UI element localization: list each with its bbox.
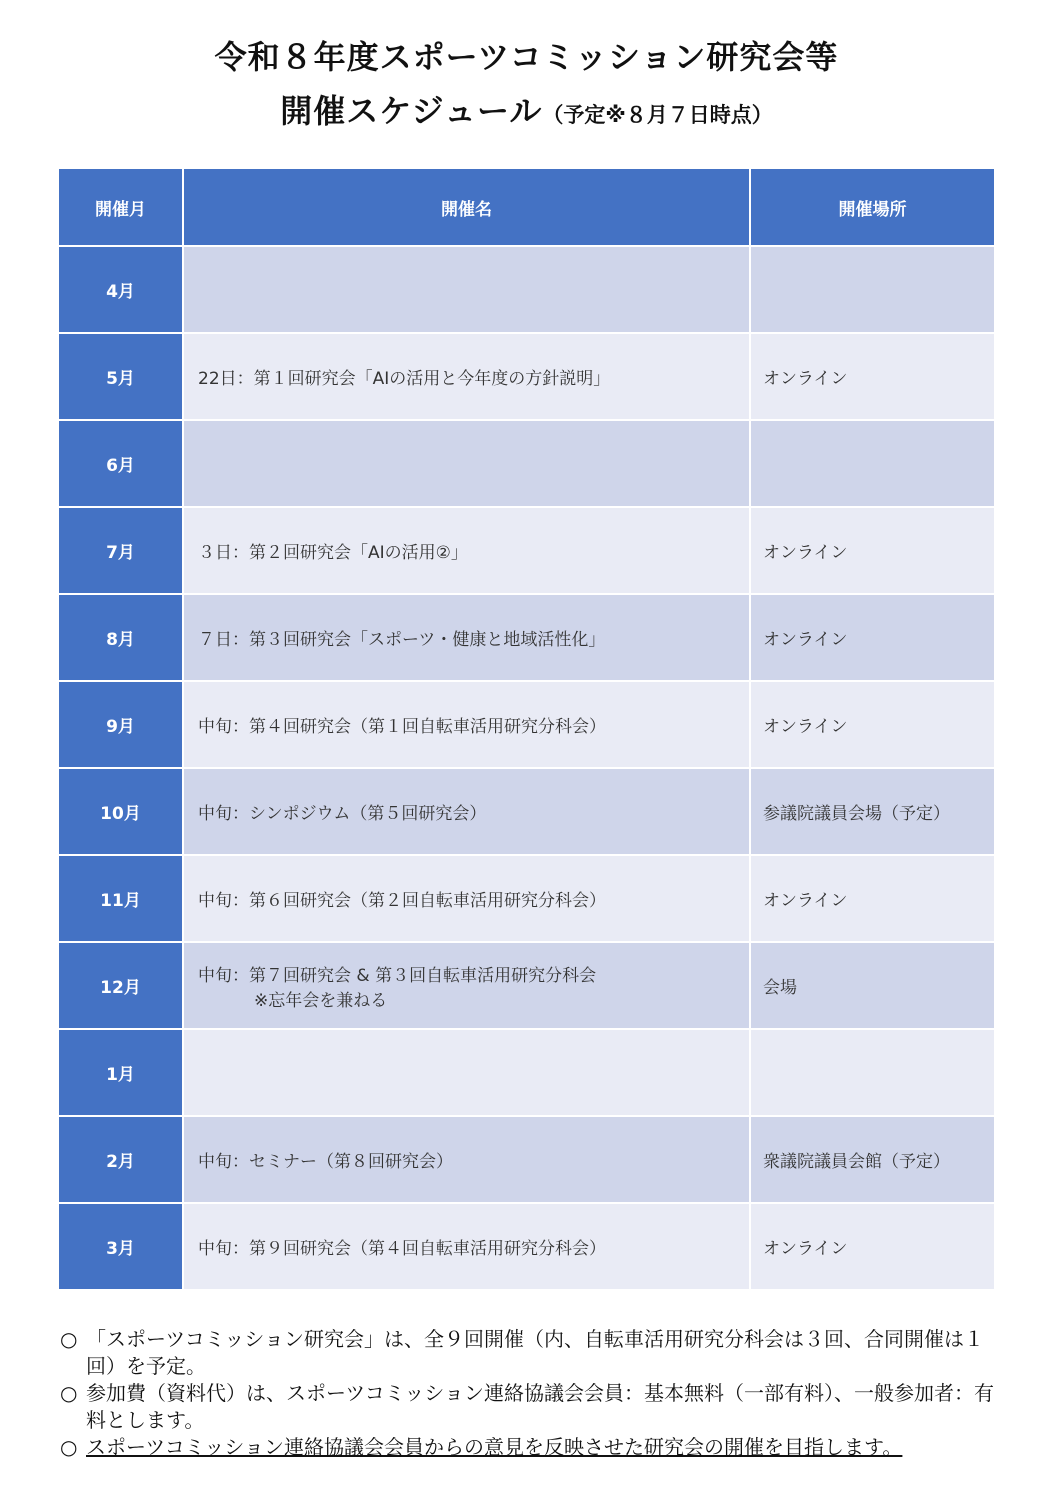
note-text: 「スポーツコミッション研究会」は、全９回開催（内、自転車活用研究分科会は３回、合同開催は１回）を予定。 xyxy=(86,1327,984,1378)
month-cell: 3月 xyxy=(58,1203,183,1290)
event-text: 中旬：第４回研究会（第１回自転車活用研究分科会） xyxy=(198,717,606,737)
venue-cell: 参議院議員会場（予定） xyxy=(750,768,995,855)
event-cell xyxy=(183,681,750,768)
venue-cell: オンライン xyxy=(750,681,995,768)
note-item xyxy=(60,1326,995,1380)
month-cell: 9月 xyxy=(58,681,183,768)
circle-bullet-icon: ○ xyxy=(60,1381,78,1405)
event-cell xyxy=(183,1203,750,1290)
venue-cell: オンライン xyxy=(750,1203,995,1290)
note-item xyxy=(60,1380,995,1434)
table-row xyxy=(58,594,995,681)
circle-bullet-icon: ○ xyxy=(60,1435,78,1459)
event-text: ７日：第３回研究会「スポーツ・健康と地域活性化」 xyxy=(198,630,606,650)
event-text: 中旬：セミナー（第８回研究会） xyxy=(198,1152,453,1172)
notes-section xyxy=(60,1326,995,1461)
month-cell: 6月 xyxy=(58,420,183,507)
schedule-table xyxy=(57,167,996,1291)
event-text: 中旬：第７回研究会 & 第３回自転車活用研究分科会 xyxy=(198,965,597,986)
title-main: 開催スケジュール xyxy=(280,92,543,130)
event-cell xyxy=(183,594,750,681)
month-cell: 2月 xyxy=(58,1116,183,1203)
table-header-row xyxy=(58,168,995,246)
title-note: （予定※８月７日時点） xyxy=(542,103,773,127)
event-cell xyxy=(183,768,750,855)
note-item xyxy=(60,1434,995,1461)
event-cell xyxy=(183,855,750,942)
table-body xyxy=(58,246,995,1290)
circle-bullet-icon: ○ xyxy=(60,1327,78,1351)
note-text: 参加費（資料代）は、スポーツコミッション連絡協議会会員：基本無料（一部有料）、一般参加者：有料とします。 xyxy=(86,1381,994,1432)
table-row xyxy=(58,246,995,333)
table-row xyxy=(58,507,995,594)
venue-cell xyxy=(750,246,995,333)
venue-cell xyxy=(750,420,995,507)
header-month: 開催月 xyxy=(58,168,183,246)
month-cell: 12月 xyxy=(58,942,183,1029)
venue-cell: オンライン xyxy=(750,855,995,942)
venue-cell: オンライン xyxy=(750,507,995,594)
event-cell xyxy=(183,942,750,1029)
event-text: 22日：第１回研究会「AIの活用と今年度の方針説明」 xyxy=(198,369,611,389)
table-row xyxy=(58,420,995,507)
venue-cell xyxy=(750,1029,995,1116)
month-cell: 10月 xyxy=(58,768,183,855)
month-cell: 7月 xyxy=(58,507,183,594)
table-row xyxy=(58,681,995,768)
event-cell xyxy=(183,1116,750,1203)
event-text: 中旬：シンポジウム（第５回研究会） xyxy=(198,804,487,824)
month-cell: 4月 xyxy=(58,246,183,333)
month-cell: 8月 xyxy=(58,594,183,681)
note-text: スポーツコミッション連絡協議会会員からの意見を反映させた研究会の開催を目指します。 xyxy=(86,1435,903,1459)
event-text: 中旬：第９回研究会（第４回自転車活用研究分科会） xyxy=(198,1239,606,1259)
event-cell xyxy=(183,507,750,594)
event-cell xyxy=(183,420,750,507)
event-cell xyxy=(183,1029,750,1116)
table-row xyxy=(58,1203,995,1290)
table-row xyxy=(58,942,995,1029)
month-cell: 5月 xyxy=(58,333,183,420)
month-cell: 11月 xyxy=(58,855,183,942)
table-row xyxy=(58,1029,995,1116)
table-row xyxy=(58,333,995,420)
month-cell: 1月 xyxy=(58,1029,183,1116)
event-note: ※忘年会を兼ねる xyxy=(254,990,388,1011)
title-line-1: 令和８年度スポーツコミッション研究会等 xyxy=(214,38,839,76)
venue-cell: オンライン xyxy=(750,594,995,681)
event-cell xyxy=(183,246,750,333)
event-text: 中旬：第６回研究会（第２回自転車活用研究分科会） xyxy=(198,891,606,911)
header-venue: 開催場所 xyxy=(750,168,995,246)
event-text: ３日：第２回研究会「AIの活用②」 xyxy=(198,543,468,563)
venue-cell: 会場 xyxy=(750,942,995,1029)
venue-cell: 衆議院議員会館（予定） xyxy=(750,1116,995,1203)
event-cell xyxy=(183,333,750,420)
header-event: 開催名 xyxy=(183,168,750,246)
table-row xyxy=(58,1116,995,1203)
table-row xyxy=(58,768,995,855)
document-title xyxy=(0,30,1053,142)
title-line-2 xyxy=(0,84,1053,142)
table-row xyxy=(58,855,995,942)
venue-cell: オンライン xyxy=(750,333,995,420)
